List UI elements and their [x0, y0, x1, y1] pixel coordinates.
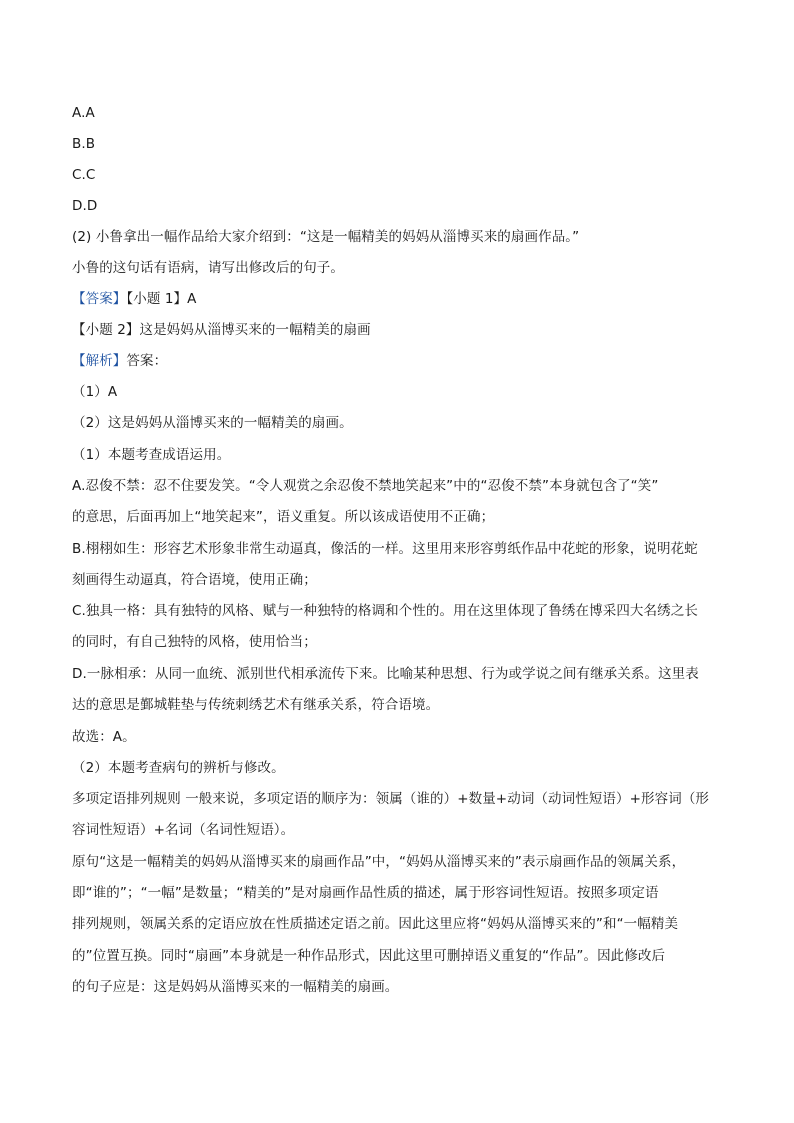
- analysis-line: 的”位置互换。同时“扇画”本身就是一种作品形式，因此这里可删掉语义重复的“作品”。因此修改后: [72, 948, 666, 964]
- option-d: D.D: [72, 198, 98, 214]
- analysis-line: 的意思，后面再加上“地笑起来”，语义重复。所以该成语使用不正确；: [72, 509, 495, 525]
- analysis-lead: 答案：: [126, 353, 168, 369]
- answer-line-2: [72, 321, 371, 339]
- analysis-line: （1）A: [72, 384, 118, 400]
- option-c: C.C: [72, 167, 96, 183]
- answer-q2-label: 【小题 2】: [72, 322, 140, 338]
- answer-q1-label: 【小题 1】: [126, 291, 188, 307]
- analysis-line: 多项定语排列规则 一般来说，多项定语的顺序为：领属（谁的）+数量+动词（动词性短语）+形容词（形: [72, 791, 710, 807]
- analysis-line: （1）本题考查成语运用。: [72, 447, 231, 463]
- analysis-line: 即“谁的”；“一幅”是数量；“精美的”是对扇画作品性质的描述，属于形容词性短语。按照多项定语: [72, 885, 659, 901]
- analysis-line: 的同时，有自己独特的风格，使用恰当；: [72, 634, 317, 650]
- answer-q1-value: A: [187, 291, 197, 307]
- analysis-line: （2）本题考查病句的辨析与修改。: [72, 760, 285, 776]
- analysis-line: 故选：A。: [72, 729, 136, 745]
- analysis-line: 刻画得生动逼真，符合语境，使用正确；: [72, 572, 317, 588]
- answer-line-1: [72, 290, 196, 308]
- analysis-heading: [72, 352, 167, 370]
- analysis-line: 排列规则，领属关系的定语应放在性质描述定语之前。因此这里应将“妈妈从淄博买来的”和“一幅精美: [72, 916, 679, 932]
- analysis-line: 达的意思是鄞城鞋垫与传统刺绣艺术有继承关系，符合语境。: [72, 697, 440, 713]
- analysis-line: 的句子应是：这是妈妈从淄博买来的一幅精美的扇画。: [72, 979, 399, 995]
- question-2-instruction: 小鲁的这句话有语病，请写出修改后的句子。: [72, 260, 344, 276]
- option-b: B.B: [72, 136, 96, 152]
- option-a: A.A: [72, 105, 95, 121]
- analysis-line: 容词性短语）+名词（名词性短语）。: [72, 822, 295, 838]
- analysis-line: （2）这是妈妈从淄博买来的一幅精美的扇画。: [72, 415, 353, 431]
- answer-tag: 【答案】: [72, 291, 127, 307]
- analysis-line: D.一脉相承：从同一血统、派别世代相承流传下来。比喻某种思想、行为或学说之间有继承关系。这里表: [72, 666, 699, 682]
- analysis-line: B.栩栩如生：形容艺术形象非常生动逼真，像活的一样。这里用来形容剪纸作品中花蛇的形象，说明花蛇: [72, 541, 698, 557]
- answer-q2-value: 这是妈妈从淄博买来的一幅精美的扇画: [139, 322, 371, 338]
- question-2-prompt: (2) 小鲁拿出一幅作品给大家介绍到：“这是一幅精美的妈妈从淄博买来的扇画作品。”: [72, 229, 580, 245]
- analysis-tag: 【解析】: [72, 353, 127, 369]
- analysis-line: A.忍俊不禁：忍不住要发笑。“令人观赏之余忍俊不禁地笑起来”中的“忍俊不禁”本身就包含了“笑”: [72, 478, 659, 494]
- analysis-line: C.独具一格：具有独特的风格、赋与一种独特的格调和个性的。用在这里体现了鲁绣在博采四大名绣之长: [72, 603, 698, 619]
- analysis-line: 原句“这是一幅精美的妈妈从淄博买来的扇画作品”中，“妈妈从淄博买来的”表示扇画作品的领属关系，: [72, 854, 686, 870]
